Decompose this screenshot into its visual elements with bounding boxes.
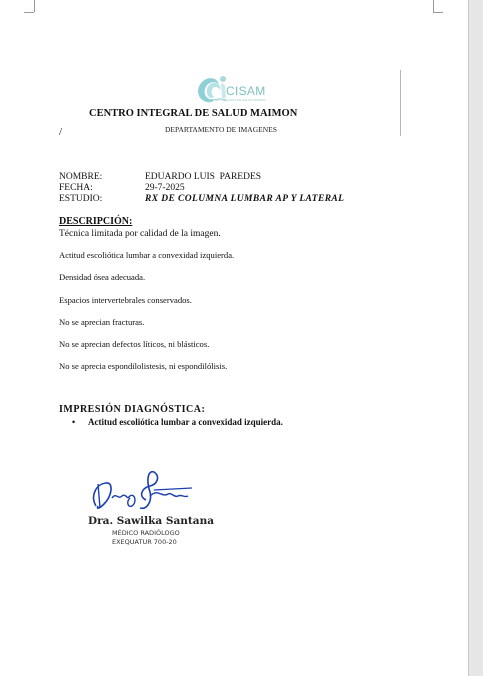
- margin-corner-mark: [433, 12, 443, 13]
- finding-item: Espacios intervertebrales conservados.: [59, 295, 192, 305]
- impression-text: Actitud escoliótica lumbar a convexidad izquierda.: [88, 417, 283, 427]
- finding-item: No se aprecian fracturas.: [59, 317, 145, 327]
- finding-item: Actitud escoliótica lumbar a convexidad izquierda.: [59, 250, 235, 260]
- handwritten-signature: [88, 466, 200, 518]
- bullet-icon: •: [72, 417, 76, 427]
- signatory-name: Dra. Sawilka Santana: [88, 515, 214, 527]
- signatory-title: MÉDICO RADIÓLOGO: [112, 529, 180, 537]
- signatory-license: EXEQUATUR 700-20: [112, 538, 177, 546]
- impression-title: IMPRESIÓN DIAGNÓSTICA:: [59, 404, 206, 415]
- logo-tagline: CENTRO INTEGRAL DE SALUD MAIMON: [208, 98, 266, 102]
- text-boundary-line: [400, 70, 401, 136]
- margin-corner-mark: [34, 0, 35, 12]
- name-value: EDUARDO LUIS PAREDES: [145, 172, 262, 182]
- name-label: NOMBRE:: [59, 172, 103, 182]
- finding-item: No se aprecian defectos líticos, ni blásticos.: [59, 339, 210, 349]
- department-name: DEPARTAMENTO DE IMAGENES: [165, 125, 277, 134]
- impression-list-item: [72, 417, 283, 427]
- date-label: FECHA:: [59, 183, 93, 193]
- finding-item: Densidad ósea adecuada.: [59, 272, 146, 282]
- description-title: DESCRIPCIÓN:: [59, 216, 133, 227]
- finding-item: Técnica limitada por calidad de la imagen.: [59, 229, 221, 239]
- organization-name: CENTRO INTEGRAL DE SALUD MAIMON: [89, 108, 298, 119]
- date-value: 29-7-2025: [145, 183, 185, 193]
- logo-wordmark: CISAM: [226, 84, 266, 98]
- study-value: RX DE COLUMNA LUMBAR AP Y LATERAL: [145, 194, 345, 204]
- margin-corner-mark: [24, 12, 34, 13]
- study-label: ESTUDIO:: [59, 194, 103, 204]
- margin-corner-mark: [433, 0, 434, 12]
- window-scrollbar[interactable]: [469, 0, 483, 676]
- finding-item: No se aprecia espondilolistesis, ni espondilólisis.: [59, 361, 228, 371]
- text-cursor-mark: /: [59, 126, 63, 138]
